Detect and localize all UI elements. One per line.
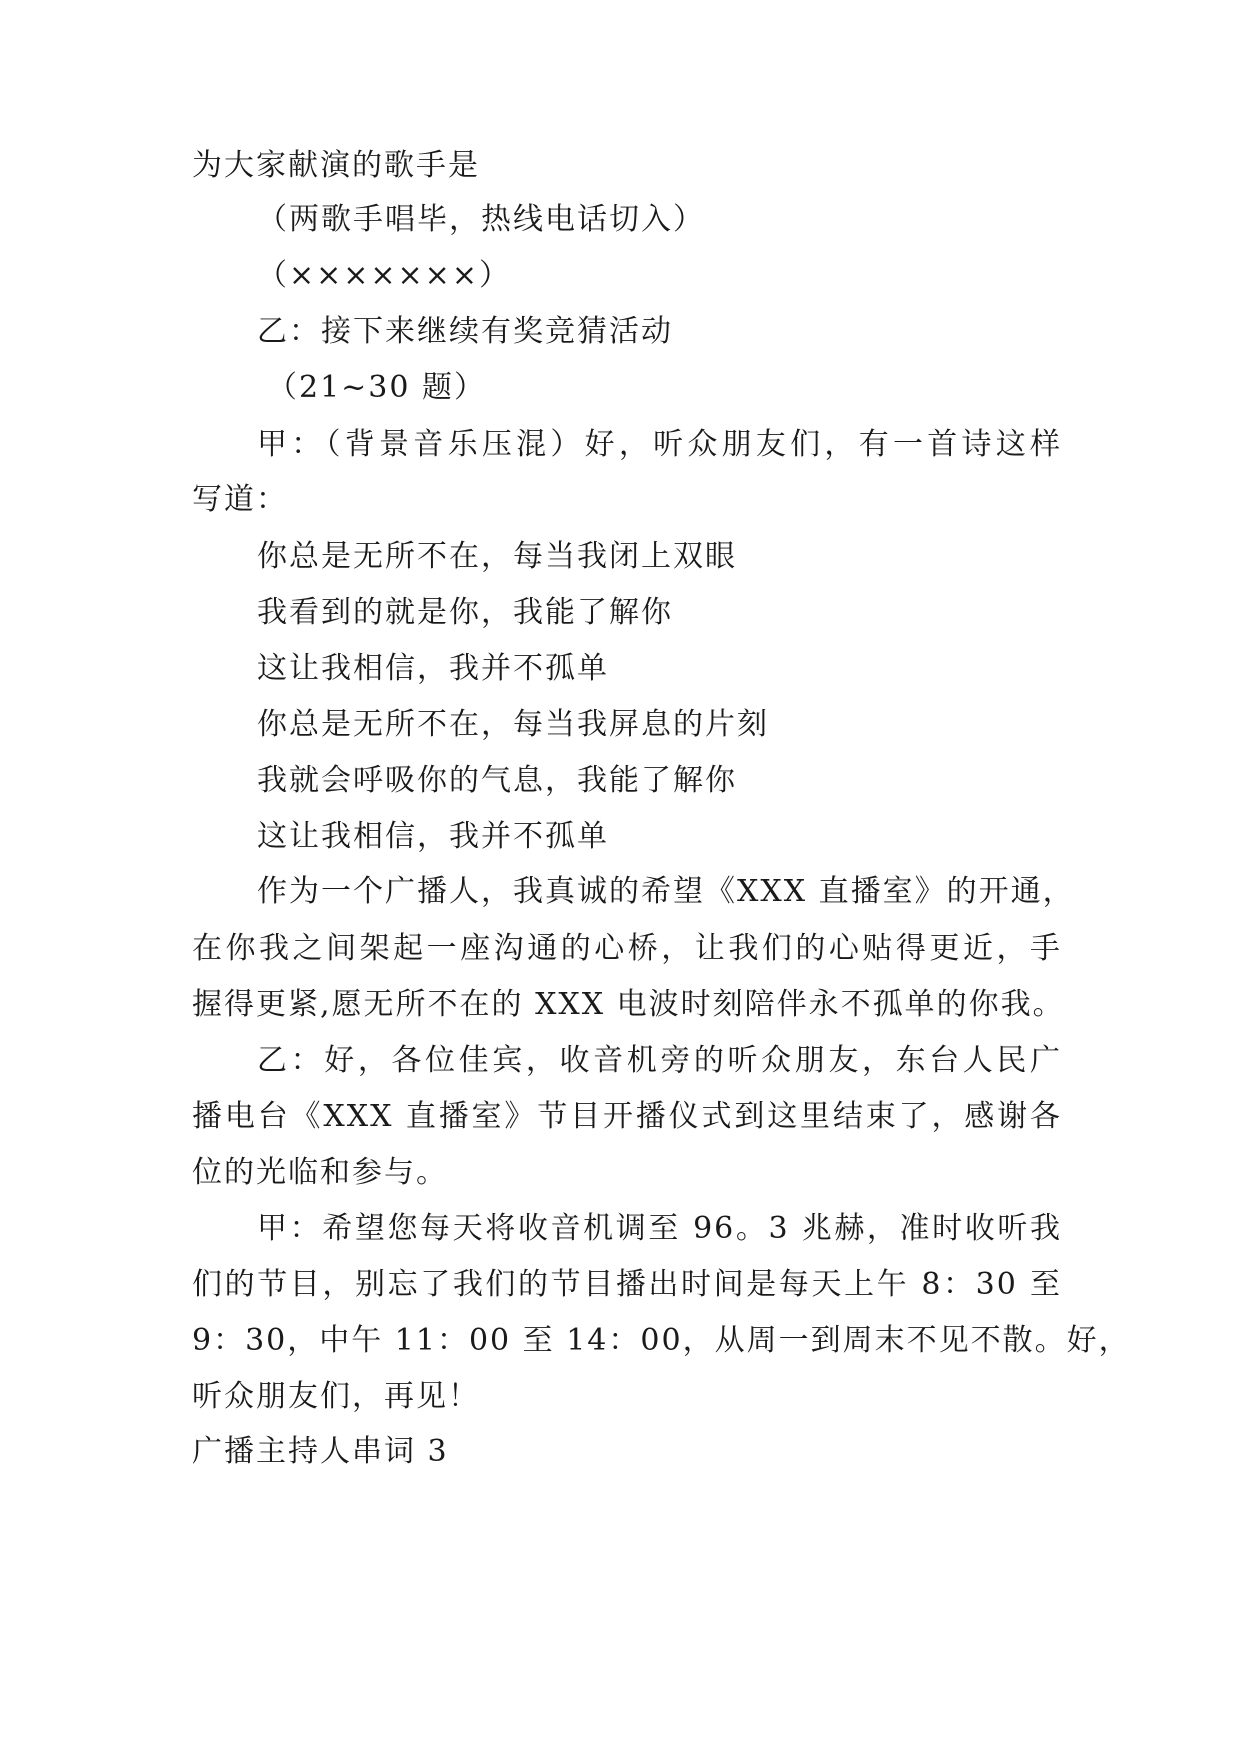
text-line: 握得更紧,愿无所不在的 XXX 电波时刻陪伴永不孤单的你我。 — [192, 987, 1065, 1022]
text-line: 这让我相信，我并不孤单 — [257, 819, 609, 854]
text-line: 我就会呼吸你的气息，我能了解你 — [257, 763, 737, 798]
section-heading: 广播主持人串词 3 — [192, 1434, 449, 1469]
text-line: 作为一个广播人，我真诚的希望《XXX 直播室》的开通， — [257, 874, 1075, 909]
text-line: 为大家献演的歌手是 — [192, 148, 480, 183]
text-line: 我看到的就是你，我能了解你 — [257, 595, 673, 630]
text-line: （21~30 题） — [267, 370, 487, 405]
text-line: 9：30，中午 11：00 至 14：00，从周一到周末不见不散。好， — [192, 1323, 1131, 1358]
text-line: 甲：（背景音乐压混）好，听众朋友们，有一首诗这样 — [257, 427, 1062, 462]
text-line: 你总是无所不在，每当我闭上双眼 — [257, 539, 737, 574]
text-line: 播电台《XXX 直播室》节目开播仪式到这里结束了，感谢各 — [192, 1099, 1062, 1134]
text-line: 你总是无所不在，每当我屏息的片刻 — [257, 707, 769, 742]
text-line: （两歌手唱毕，热线电话切入） — [257, 202, 705, 237]
text-line: （×××××××） — [257, 258, 511, 293]
text-line: 写道： — [192, 482, 288, 517]
text-line: 们的节目，别忘了我们的节目播出时间是每天上午 8：30 至 — [192, 1267, 1062, 1302]
text-line: 在你我之间架起一座沟通的心桥，让我们的心贴得更近，手 — [192, 931, 1062, 966]
text-line: 这让我相信，我并不孤单 — [257, 651, 609, 686]
text-line: 位的光临和参与。 — [192, 1155, 448, 1190]
text-line: 甲：希望您每天将收音机调至 96。3 兆赫，准时收听我 — [257, 1211, 1062, 1246]
text-line: 乙：接下来继续有奖竞猜活动 — [257, 314, 673, 349]
text-line: 乙：好，各位佳宾，收音机旁的听众朋友，东台人民广 — [257, 1043, 1062, 1078]
text-line: 听众朋友们，再见！ — [192, 1379, 480, 1414]
